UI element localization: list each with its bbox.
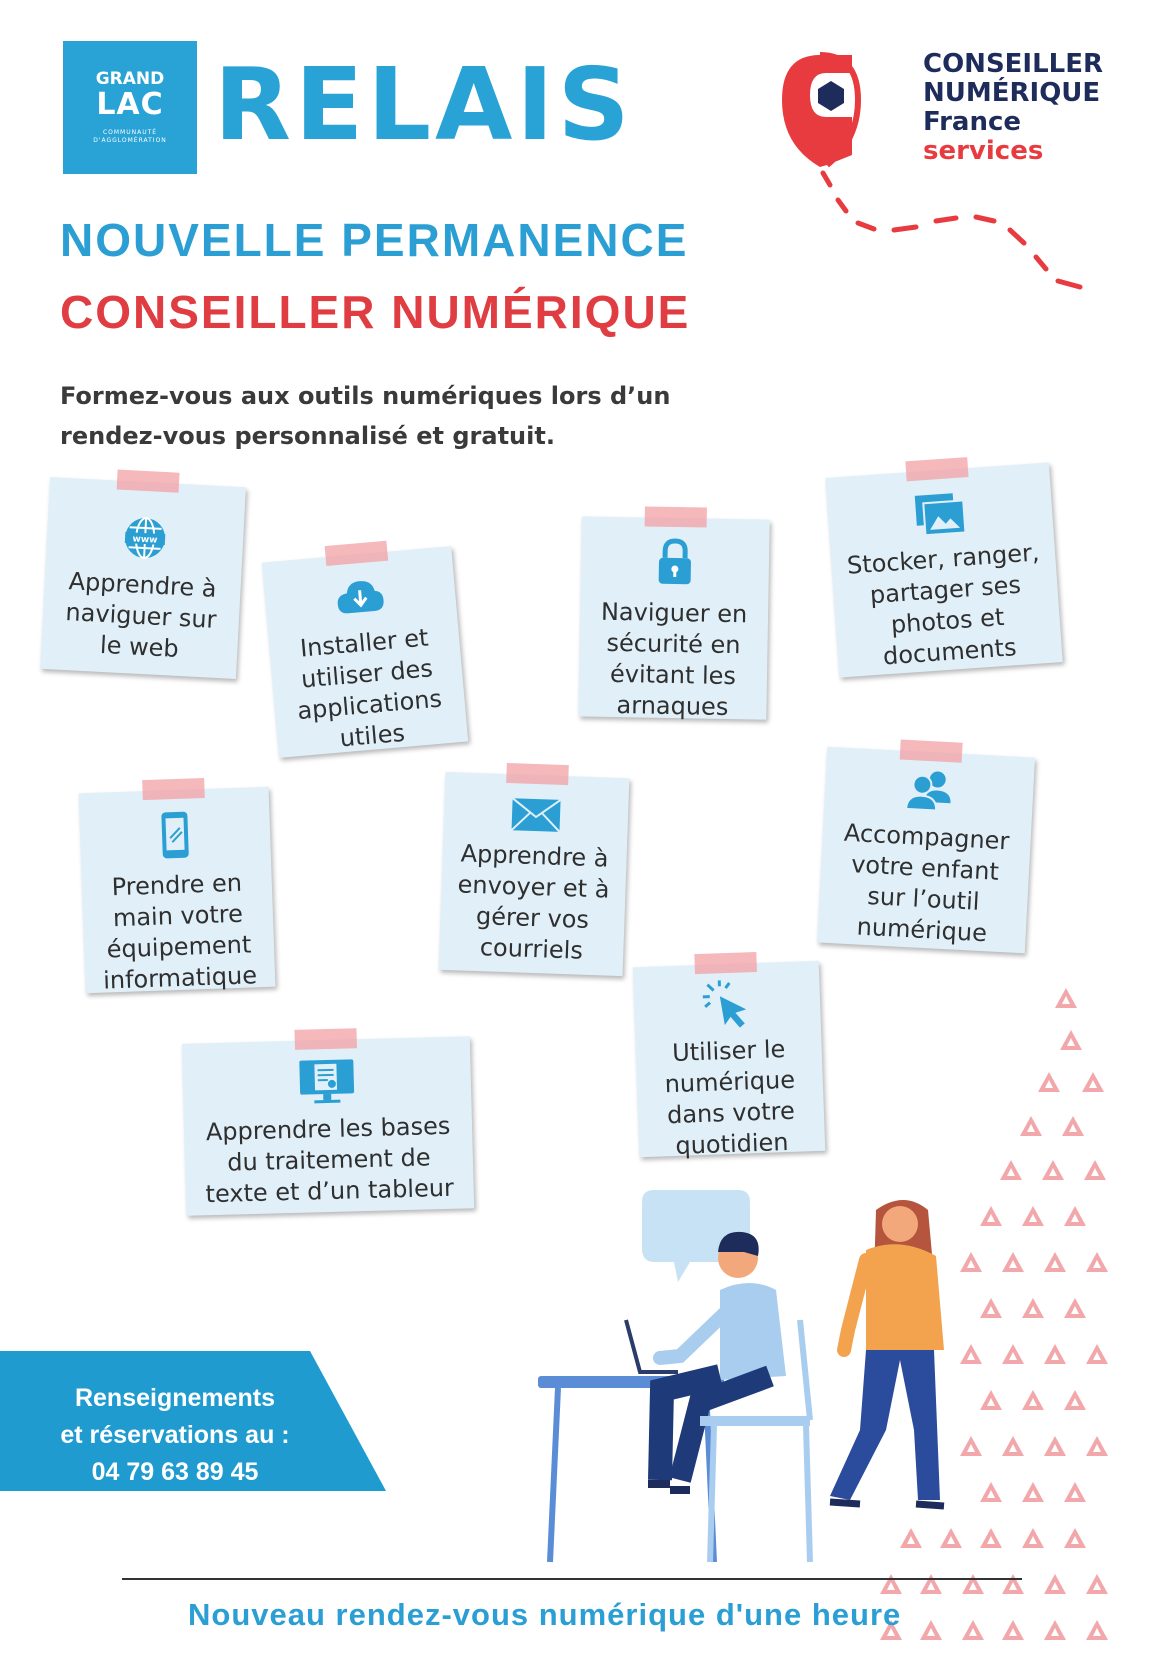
triangle-shape (1064, 1528, 1086, 1548)
triangle-shape (962, 1620, 984, 1640)
triangle-shape (1002, 1574, 1024, 1594)
triangle-shape (1086, 1436, 1108, 1456)
relais-brand: RELAIS (214, 46, 634, 163)
note-text: Stocker, ranger, partager ses photos et documents (846, 538, 1041, 671)
footer-text: Nouveau rendez-vous numérique d'une heure (188, 1597, 902, 1632)
triangle-shape (1022, 1298, 1044, 1318)
triangle-shape (1002, 1252, 1024, 1272)
note-card (825, 462, 1062, 677)
envelope-icon (509, 796, 562, 834)
smartphone-icon (159, 810, 191, 861)
page-title-line2: CONSEILLER NUMÉRIQUE (60, 286, 691, 338)
triangle-shape (1082, 1072, 1104, 1092)
grand-lac-logo (63, 41, 197, 174)
tape (694, 952, 757, 974)
users-icon (904, 767, 954, 813)
triangle-shape (1002, 1344, 1024, 1364)
tape (142, 778, 205, 800)
note-card (262, 546, 468, 758)
triangle-shape (1064, 1206, 1086, 1226)
cn-line4: services (923, 136, 1044, 166)
note-text: Apprendre à envoyer et à gérer vos courriels (457, 839, 610, 965)
spreadsheet-monitor-icon (297, 1057, 356, 1105)
tape (900, 740, 963, 763)
note-text: Apprendre à naviguer sur le web (64, 567, 218, 663)
tape (905, 457, 968, 481)
triangle-shape (1044, 1436, 1066, 1456)
note-card (817, 747, 1035, 954)
triangle-shape (1062, 1116, 1084, 1136)
triangle-shape (1064, 1482, 1086, 1502)
globe-www-icon (120, 513, 170, 563)
phone-number[interactable]: 04 79 63 89 45 (91, 1458, 259, 1486)
conseiller-numerique-logo-text (923, 50, 1103, 166)
triangle-shape (1042, 1160, 1064, 1180)
triangle-shape (1022, 1390, 1044, 1410)
tape (506, 763, 569, 785)
contact-text (30, 1380, 320, 1491)
triangle-shape (1038, 1072, 1060, 1092)
tape (117, 470, 180, 493)
cn-line3: France (923, 107, 1022, 137)
photos-icon (913, 490, 968, 538)
footer-divider (122, 1578, 1022, 1580)
padlock-icon (657, 538, 694, 587)
tape (325, 541, 389, 566)
note-card (79, 787, 276, 994)
triangle-shape (1086, 1252, 1108, 1272)
triangle-shape (1084, 1160, 1106, 1180)
triangle-shape (1044, 1574, 1066, 1594)
triangle-shape (1022, 1482, 1044, 1502)
triangle-shape (1086, 1620, 1108, 1640)
triangle-shape (1002, 1620, 1024, 1640)
contact-line1: Renseignements (74, 1384, 276, 1412)
note-text: Prendre en main votre équipement informatique (102, 868, 258, 995)
page-title-line1: NOUVELLE PERMANENCE (60, 214, 689, 266)
logo-grand-text: GRAND (95, 69, 165, 89)
note-text: Utiliser le numérique dans votre quotidien (664, 1035, 796, 1160)
intro-text: Formez-vous aux outils numériques lors d’un rendez-vous personnalisé et gratuit. (60, 382, 671, 450)
tape (645, 506, 707, 527)
triangle-shape (1000, 1160, 1022, 1180)
cursor-click-icon (699, 979, 755, 1031)
cn-line1: CONSEILLER (923, 49, 1104, 79)
triangle-shape (1044, 1620, 1066, 1640)
note-text: Apprendre les bases du traitement de texte et d’un tableur (205, 1111, 455, 1209)
triangle-shape (1086, 1574, 1108, 1594)
triangle-shape (1020, 1116, 1042, 1136)
triangle-shape (1086, 1344, 1108, 1364)
tape (294, 1028, 357, 1050)
triangle-shape (1022, 1528, 1044, 1548)
contact-line2: et réservations au : (60, 1421, 290, 1449)
note-card (182, 1036, 474, 1215)
note-text: Accompagner votre enfant sur l’outil numérique (843, 818, 1011, 948)
triangle-shape (1064, 1298, 1086, 1318)
note-card (439, 772, 630, 976)
note-text: Naviguer en sécurité en évitant les arnaques (600, 597, 748, 721)
logo-sub-text: D'AGGLOMÉRATION (93, 137, 167, 144)
hexagon-icon (818, 81, 844, 111)
note-text: Installer et utiliser des applications utiles (296, 623, 444, 753)
triangle-shape (1055, 988, 1077, 1008)
triangle-shape (920, 1620, 942, 1640)
cloud-download-icon (334, 576, 387, 620)
cn-line2: NUMÉRIQUE (923, 78, 1101, 108)
note-card (40, 477, 246, 679)
svg-text:www: www (132, 534, 158, 546)
logo-sub-text: COMMUNAUTÉ (102, 129, 158, 136)
note-card (633, 961, 826, 1160)
illustration-people (530, 1180, 1000, 1580)
triangle-shape (1002, 1436, 1024, 1456)
triangle-shape (1044, 1344, 1066, 1364)
triangle-shape (1044, 1252, 1066, 1272)
triangle-shape (1060, 1030, 1082, 1050)
note-card (578, 516, 769, 719)
logo-lac-text: LAC (96, 87, 164, 122)
triangle-shape (1022, 1206, 1044, 1226)
triangle-shape (1064, 1390, 1086, 1410)
